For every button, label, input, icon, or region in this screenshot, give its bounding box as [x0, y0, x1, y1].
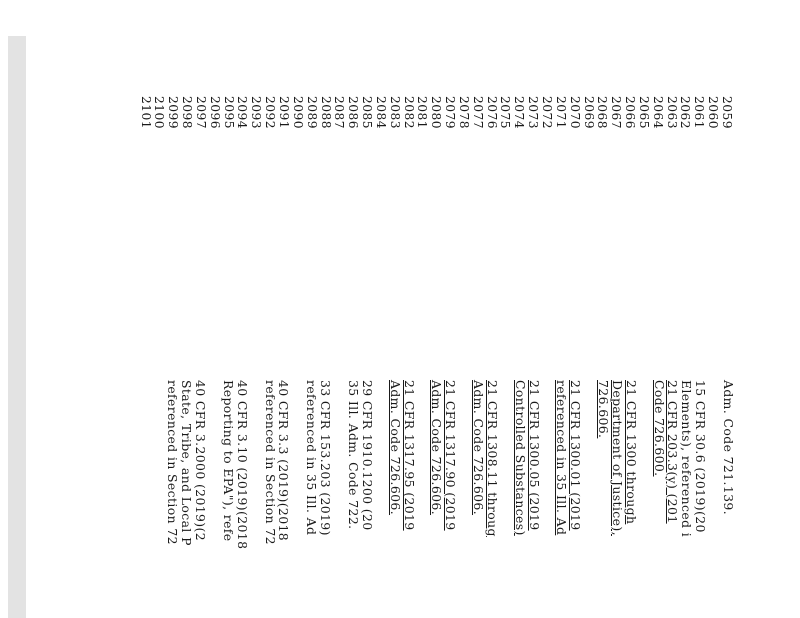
text-line [638, 380, 652, 549]
line-number: 2090 [290, 96, 305, 130]
line-number: 2099 [166, 96, 181, 130]
text-line: referenced in 35 Ill. Ad [304, 380, 320, 536]
text-line: Controlled Substances) [512, 380, 528, 536]
text-line [416, 380, 430, 549]
line-number: 2079 [443, 96, 458, 130]
text-line: 40 CFR 3.2000 (2019)(2 [193, 380, 209, 542]
text-line: referenced in Section 72 [165, 380, 181, 545]
line-number: 2085 [360, 96, 375, 130]
line-number: 2101 [138, 96, 153, 130]
line-number: 2082 [401, 96, 416, 130]
document-text-column [165, 380, 735, 549]
text-line: 21 CFR 1317.90 (2019 [443, 380, 459, 531]
line-number: 2100 [152, 96, 167, 130]
line-number: 2092 [263, 96, 278, 130]
text-line [499, 380, 513, 549]
line-number: 2063 [664, 96, 679, 130]
text-line: 29 CFR 1910.1200 (20 [359, 380, 375, 531]
line-number: 2088 [318, 96, 333, 130]
text-line [291, 380, 305, 549]
text-line: 15 CFR 30.6 (2019)(20 [693, 380, 709, 533]
text-line: 40 CFR 3.10 (2019)(2018 [234, 380, 250, 550]
line-number: 2073 [526, 96, 541, 130]
line-number: 2074 [512, 96, 527, 130]
text-line: 33 CFR 153.203 (2019) [318, 380, 334, 536]
line-number: 2086 [346, 96, 361, 130]
line-number: 2084 [373, 96, 388, 130]
line-number: 2083 [387, 96, 402, 130]
line-number: 2075 [498, 96, 513, 130]
text-line: 21 CFR 1300 through [623, 380, 639, 525]
line-number: 2064 [650, 96, 665, 130]
line-number: 2091 [277, 96, 291, 130]
line-number: 2098 [180, 96, 195, 130]
line-number: 2059 [720, 96, 734, 130]
text-line: 21 CFR 1317.95 (2019 [401, 380, 417, 531]
line-number: 2069 [581, 96, 596, 130]
text-line: Reporting to EPA"), refe [220, 380, 236, 542]
text-line [249, 380, 263, 549]
text-line: 21 CFR 1300.05 (2019 [526, 380, 542, 531]
text-line [207, 380, 221, 549]
line-number: 2077 [470, 96, 485, 130]
text-line [457, 380, 471, 549]
text-line: Code 726.600. [651, 380, 667, 477]
text-line [582, 380, 596, 549]
line-number: 2072 [540, 96, 555, 130]
text-line [541, 380, 555, 549]
line-number: 2076 [484, 96, 499, 130]
line-number: 2095 [221, 96, 236, 130]
line-number: 2071 [553, 96, 568, 130]
text-line [374, 380, 388, 549]
text-line: State, Tribe, and Local P [179, 380, 195, 546]
line-number: 2068 [595, 96, 610, 130]
line-number: 2089 [304, 96, 319, 130]
text-line: 21 CFR 1300.01 (2019 [568, 380, 584, 531]
line-number-column [138, 96, 733, 129]
text-line: 35 Ill. Adm. Code 722. [345, 380, 361, 530]
line-number: 2094 [235, 96, 250, 130]
line-number: 2093 [249, 96, 264, 130]
line-number: 2087 [332, 96, 347, 130]
text-line: Adm. Code 721.139. [721, 380, 736, 516]
line-number: 2061 [692, 96, 707, 130]
text-line: referenced in 35 Ill. Ad [554, 380, 570, 536]
text-line: Elements), referenced i [679, 380, 695, 538]
text-line: referenced in Section 72 [262, 380, 278, 545]
line-number: 2067 [609, 96, 624, 130]
line-number: 2070 [567, 96, 582, 130]
text-line: Department of Justice), [609, 380, 625, 536]
line-number: 2081 [415, 96, 430, 130]
line-number: 2097 [193, 96, 208, 130]
line-number: 2065 [636, 96, 651, 130]
line-number: 2066 [623, 96, 638, 130]
line-number: 2096 [207, 96, 222, 130]
text-line: Adm. Code 726.606. [470, 380, 486, 516]
text-line: 21 CFR 203.3(y) (201 [665, 380, 681, 524]
line-number: 2060 [706, 96, 721, 130]
line-number: 2080 [429, 96, 444, 130]
text-line [332, 380, 346, 549]
text-line: Adm. Code 726.606. [387, 380, 403, 516]
text-line [707, 380, 721, 549]
text-line: 726.606. [595, 380, 611, 439]
text-line: 21 CFR 1308.11 throug [484, 380, 500, 537]
line-number: 2062 [678, 96, 693, 130]
text-line: Adm. Code 726.606. [429, 380, 445, 516]
line-number: 2078 [456, 96, 471, 130]
text-line: 40 CFR 3.3 (2019)(2018 [276, 380, 292, 542]
